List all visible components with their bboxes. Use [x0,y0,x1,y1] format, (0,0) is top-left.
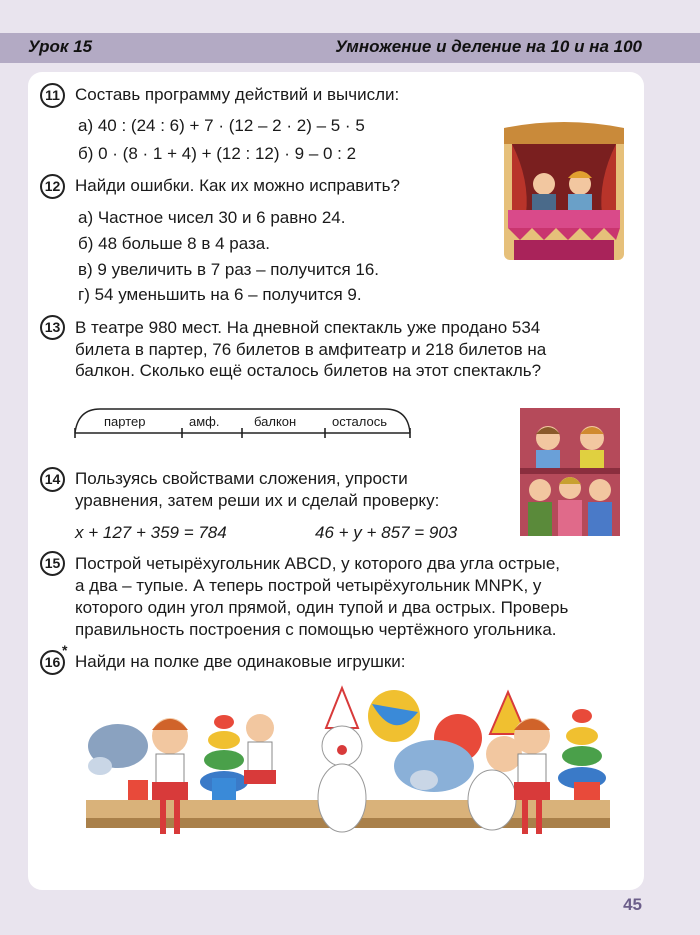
task-12-d: г) 54 уменьшить на 6 – получится 9. [78,285,362,304]
task-16-title: Найди на полке две одинаковые игрушки: [75,652,406,671]
toy-shelf-illustration [80,682,620,868]
task-12-b: б) 48 больше 8 в 4 раза. [78,234,270,253]
equation-2: 46 + y + 857 = 903 [315,523,458,542]
difficulty-star: * [62,642,68,658]
task-11-a: а) 40 : (24 : 6) + 7 · (12 – 2 · 2) – 5 · 5 [78,116,365,135]
lesson-label: Урок 15 [28,37,93,56]
task-number-16: 16 [40,650,65,675]
segment-label-parter: партер [104,414,146,429]
task-15-line-1: Построй четырёхугольник ABCD, у которого два угла острые, [75,554,561,573]
page-number: 45 [623,895,642,914]
task-15-line-4: правильность построения с помощью чертёжного угольника. [75,620,557,639]
task-13-line-3: балкон. Сколько ещё осталось билетов на этот спектакль? [75,361,542,380]
task-11-title: Составь программу действий и вычисли: [75,85,400,104]
task-15-line-2: а два – тупые. А теперь построй четырёхугольник MNPK, у [75,576,542,595]
task-number-14: 14 [40,467,65,492]
task-12-c: в) 9 увеличить в 7 раз – получится 16. [78,260,380,279]
task-number-13: 13 [40,315,65,340]
task-number-15: 15 [40,551,65,576]
task-12-a: а) Частное чисел 30 и 6 равно 24. [78,208,346,227]
audience-illustration [520,408,620,536]
task-number-11: 11 [40,83,65,108]
task-14-line-2: уравнения, затем реши их и сделай проверку: [75,491,440,510]
task-12-title: Найди ошибки. Как их можно исправить? [75,176,400,195]
equation-1: x + 127 + 359 = 784 [75,523,227,542]
theatre-box-illustration [500,120,628,270]
task-14-line-1: Пользуясь свойствами сложения, упрости [75,469,408,488]
topic-title: Умножение и деление на 10 и на 100 [335,37,642,56]
task-number-12: 12 [40,174,65,199]
task-15-line-3: которого один угол прямой, один тупой и два острых. Проверь [75,598,569,617]
task-13-line-1: В театре 980 мест. На дневной спектакль уже продано 534 [75,318,541,337]
task-11-b: б) 0 · (8 · 1 + 4) + (12 : 12) · 9 – 0 : 2 [78,144,357,163]
segment-label-amf: амф. [189,414,220,429]
task-13-line-2: билета в партер, 76 билетов в амфитеатр и 218 билетов на [75,340,547,359]
segment-label-ostalos: осталось [332,414,388,429]
segment-label-balkon: балкон [254,414,297,429]
